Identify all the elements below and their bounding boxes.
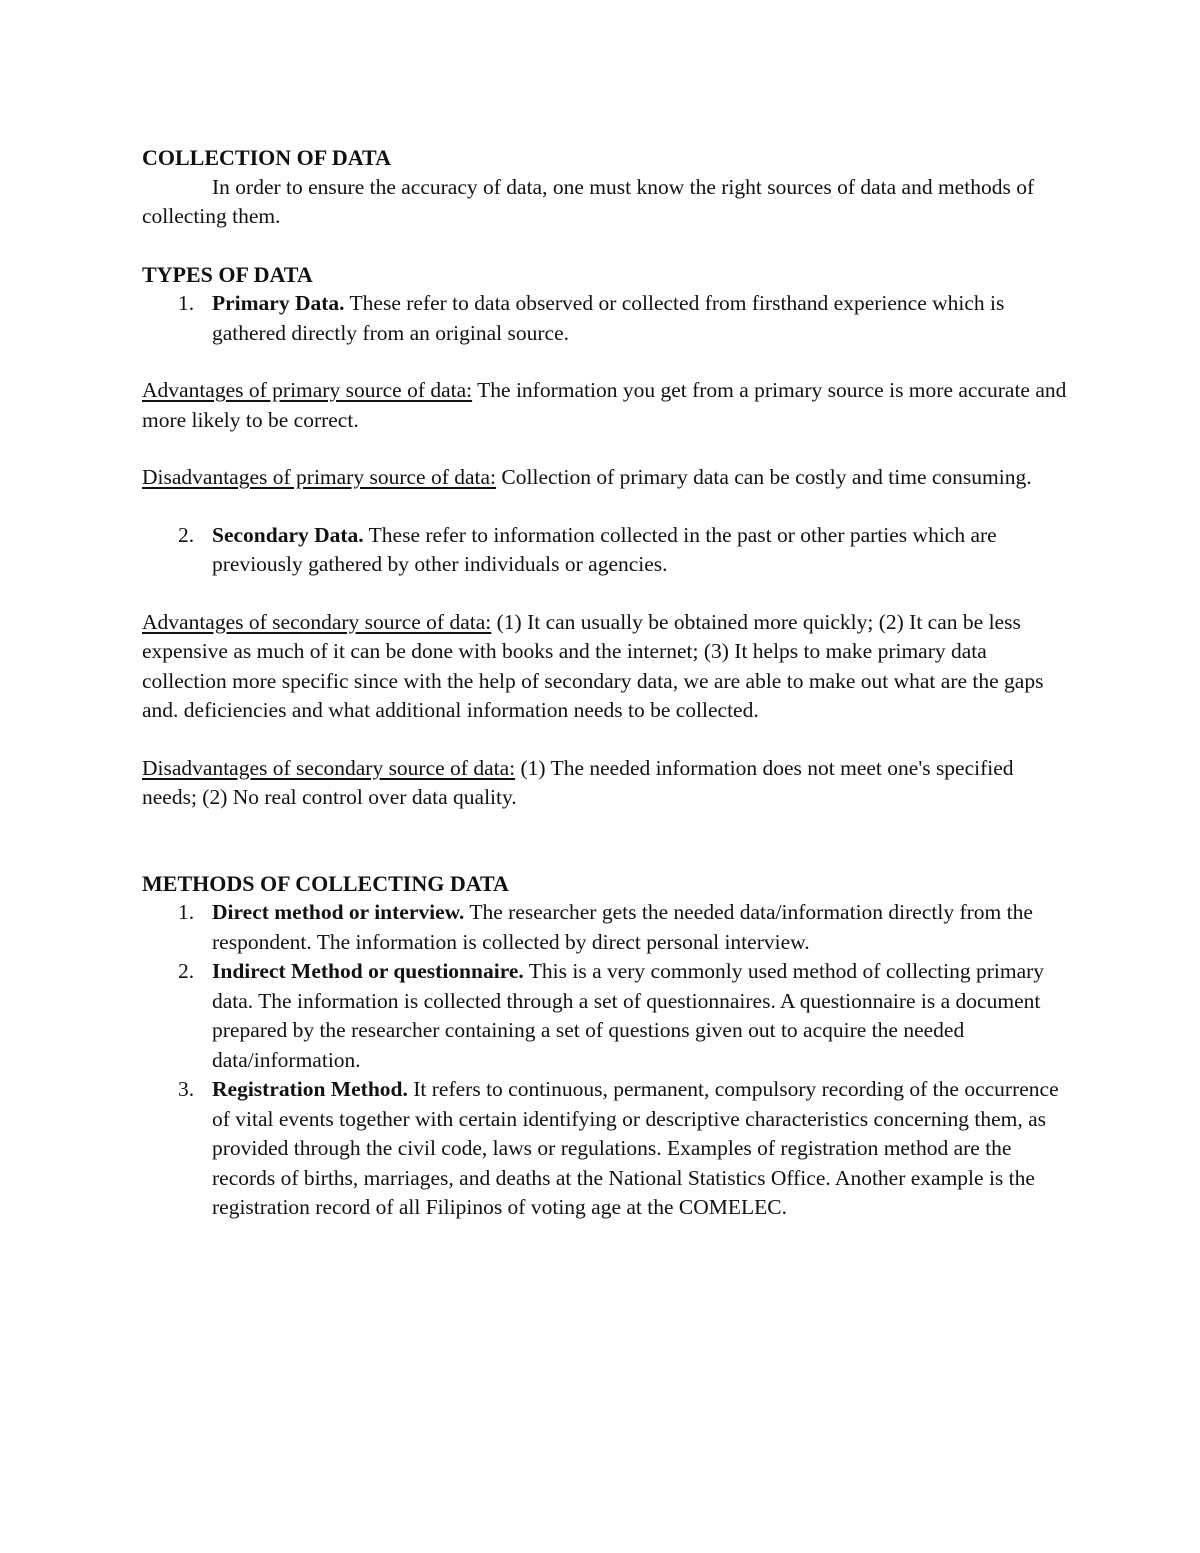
- list-item-primary-data: [142, 289, 1072, 348]
- types-list-secondary: [142, 521, 1072, 580]
- direct-method-term: Direct method or interview.: [212, 900, 465, 924]
- list-item-registration-method: [142, 1075, 1072, 1223]
- primary-disadvantages-text: Collection of primary data can be costly and time consuming.: [496, 465, 1032, 489]
- types-heading: TYPES OF DATA: [142, 261, 313, 287]
- primary-data-term: Primary Data.: [212, 291, 345, 315]
- indirect-method-term: Indirect Method or questionnaire.: [212, 959, 524, 983]
- primary-advantages-label: Advantages of primary source of data:: [142, 378, 473, 402]
- spacer: [142, 435, 1072, 463]
- secondary-advantages-label: Advantages of secondary source of data:: [142, 609, 492, 634]
- spacer: [142, 493, 1072, 521]
- collection-intro: In order to ensure the accuracy of data, one must know the right sources of data and methods of collecting them.: [142, 174, 1035, 228]
- types-list-primary: [142, 289, 1072, 348]
- indirect-method-text: This is a very commonly used method of collecting primary data. The information is collected through a set of questionnaires. A questionnaire is a document prepared by the researcher containing a set of questions given out to acquire the needed data/information.: [212, 959, 1045, 1072]
- list-number: 1.: [178, 291, 195, 315]
- list-number: 1.: [178, 900, 195, 924]
- list-item-direct-method: [142, 898, 1072, 957]
- list-item-secondary-data: [142, 521, 1072, 580]
- collection-heading: COLLECTION OF DATA: [142, 145, 391, 170]
- methods-heading: METHODS OF COLLECTING DATA: [142, 870, 509, 896]
- primary-advantages: [142, 376, 1072, 435]
- secondary-advantages-text: (1) It can usually be obtained more quickly; (2) It can be less expensive as much of it can be done with books and the internet; (3) It helps to make primary data collection more specific since with the help of secondary data, we are able to make out what are the gaps and. deficiencies and what additional information needs to be collected.: [142, 609, 1044, 722]
- primary-disadvantages: [142, 463, 1072, 493]
- registration-method-term: Registration Method.: [212, 1077, 408, 1101]
- secondary-advantages: [142, 608, 1072, 726]
- list-item-indirect-method: [142, 957, 1072, 1075]
- methods-list: [142, 898, 1072, 1223]
- primary-data-text: These refer to data observed or collected from firsthand experience which is gathered directly from an original source.: [212, 291, 1005, 345]
- registration-method-text: It refers to continuous, permanent, compulsory recording of the occurrence of vital events together with certain identifying or descriptive characteristics concerning them, as provided through the civil code, laws or regulations. Examples of registration method are the records of births, marriages, and deaths at the National Statistics Office. Another example is the registration record of all Filipinos of voting age at the COMELEC.: [212, 1077, 1059, 1219]
- list-number: 2.: [178, 522, 195, 547]
- secondary-disadvantages: [142, 754, 1072, 813]
- direct-method-text: The researcher gets the needed data/information directly from the respondent. The information is collected by direct personal interview.: [212, 900, 1033, 954]
- list-number: 2.: [178, 959, 195, 983]
- spacer: [142, 726, 1072, 754]
- secondary-data-text: These refer to information collected in the past or other parties which are previously gathered by other individuals or agencies.: [212, 522, 997, 576]
- primary-advantages-text: The information you get from a primary source is more accurate and more likely to be correct.: [142, 378, 1067, 432]
- spacer: [142, 232, 1072, 260]
- spacer: [142, 813, 1072, 869]
- list-number: 3.: [178, 1077, 195, 1101]
- spacer: [142, 348, 1072, 376]
- document-body: [142, 143, 1072, 1223]
- primary-disadvantages-label: Disadvantages of primary source of data:: [142, 465, 497, 489]
- secondary-data-term: Secondary Data.: [212, 522, 364, 547]
- secondary-disadvantages-text: (1) The needed information does not meet one's specified needs; (2) No real control over data quality.: [142, 755, 1014, 809]
- spacer: [142, 580, 1072, 608]
- secondary-disadvantages-label: Disadvantages of secondary source of data:: [142, 755, 516, 780]
